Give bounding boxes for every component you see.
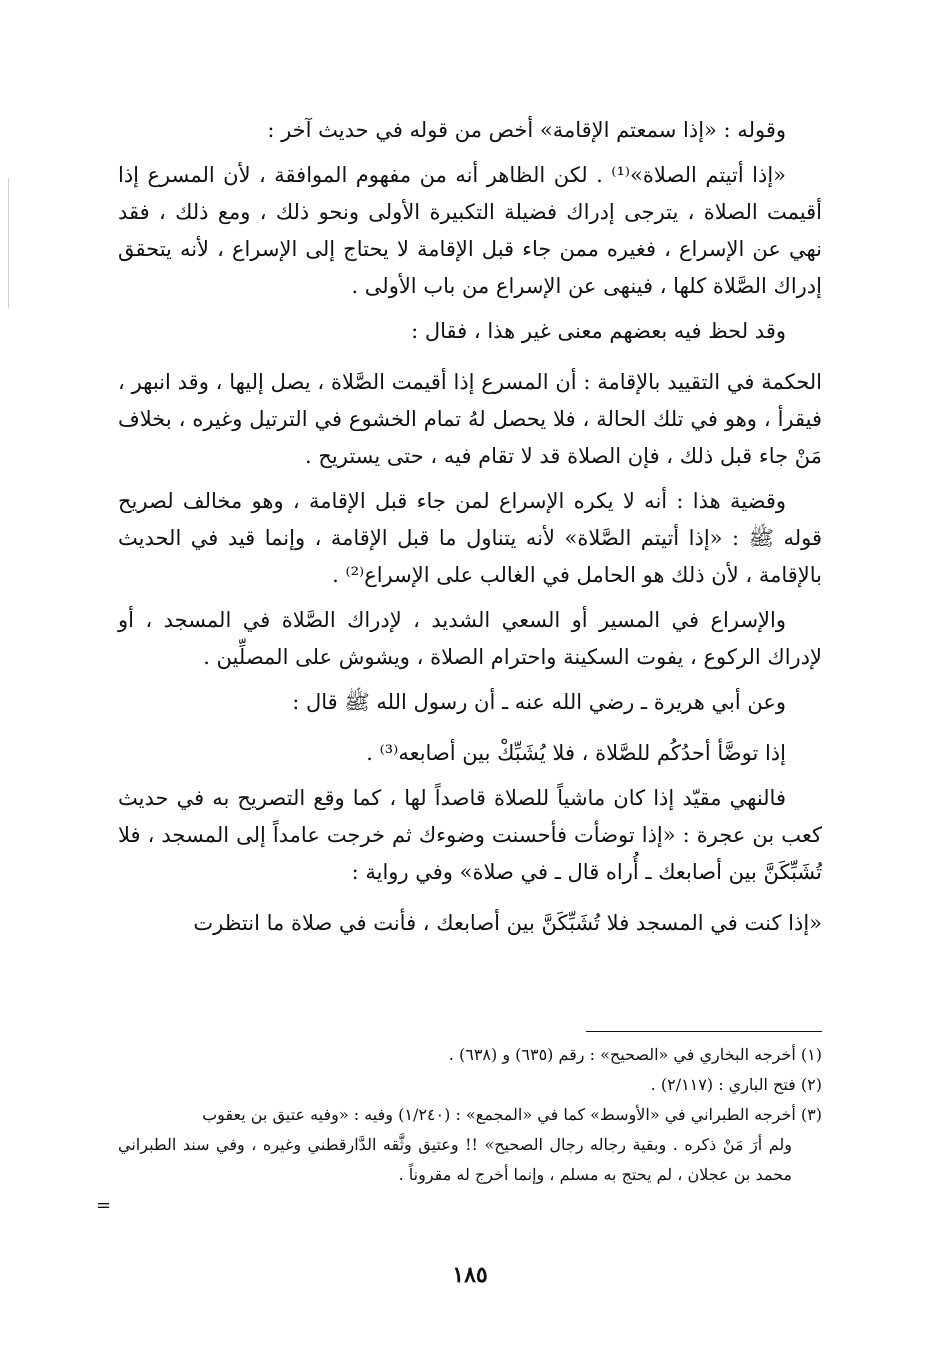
paragraph-1: وقوله : «إذا سمعتم الإقامة» أخص من قوله في حديث آخر :	[267, 118, 786, 142]
paragraph-7: وعن أبي هريرة ـ رضي الله عنه ـ أن رسول الله ﷺ قال :	[292, 690, 786, 714]
main-text	[118, 112, 822, 942]
continuation-mark: =	[96, 1195, 112, 1216]
footnote-3-continued: ولم أرَ مَنْ ذكره . وبقية رجاله رجال الصحيح» !! وعتيق وثَّقه الدَّارقطني وغيره ، وفي سند الطبراني محمد بن عجلان ، لم يحتج به مسلم ، وإنما أخرج له مقروناً .	[118, 1135, 792, 1184]
page-number: ١٨٥	[452, 1262, 488, 1288]
footnotes	[118, 1040, 822, 1190]
paragraph-3: وقد لحظ فيه بعضهم معنى غير هذا ، فقال :	[411, 319, 786, 343]
scan-edge-mark	[8, 178, 9, 308]
paragraph-10: «إذا كنت في المسجد فلا تُشَبِّكَنَّ بين أصابعك ، فأنت في صلاة ما انتظرت	[193, 911, 822, 935]
paragraph-2: «إذا أتيتم الصلاة»⁽¹⁾ . لكن الظاهر أنه من مفهوم الموافقة ، لأن المسرع إذا أقيمت الصلاة ، يترجى إدراك فضيلة التكبيرة الأولى ونحو ذلك ، ومع ذلك ، فقد نهي عن الإسراع ، فغيره ممن جاء قبل الإقامة لا يحتاج إلى الإسراع ، لأنه يتحقق إدراك الصَّلاة كلها ، فينهى عن الإسراع من باب الأولى .	[118, 163, 822, 298]
footnote-1: (١) أخرجه البخاري في «الصحيح» : رقم (٦٣٥) و (٦٣٨) .	[448, 1045, 822, 1064]
footnote-2: (٢) فتح الباري : (٢/١١٧) .	[650, 1075, 822, 1094]
footnote-separator	[586, 1031, 822, 1032]
paragraph-9: فالنهي مقيّد إذا كان ماشياً للصلاة قاصداً لها ، كما وقع التصريح به في حديث كعب بن عجرة : «إذا توضأت فأحسنت وضوءك ثم خرجت عامداً إلى المسجد ، فلا تُشَبِّكَنَّ بين أصابعك ـ أُراه قال ـ في صلاة» وفي رواية :	[118, 786, 822, 884]
footnote-3: (٣) أخرجه الطبراني في «الأوسط» كما في «المجمع» : (١/٢٤٠) وفيه : «وفيه عتيق بن يعقوب	[202, 1105, 822, 1124]
hadith-text: إذا توضَّأ أحدُكُم للصَّلاة ، فلا يُشَبِّكْ بين أصابعه⁽³⁾ .	[366, 741, 786, 765]
paragraph-6: والإسراع في المسير أو السعي الشديد ، لإدراك الصَّلاة في المسجد ، أو لإدراك الركوع ، يفوت السكينة واحترام الصلاة ، ويشوش على المصلِّين .	[118, 608, 822, 669]
paragraph-5: وقضية هذا : أنه لا يكره الإسراع لمن جاء قبل الإقامة ، وهو مخالف لصريح قوله ﷺ : «إذا أتيتم الصَّلاة» لأنه يتناول ما قبل الإقامة ، وإنما قيد في الحديث بالإقامة ، لأن ذلك هو الحامل في الغالب على الإسراع⁽²⁾ .	[118, 489, 822, 587]
paragraph-4-quote: الحكمة في التقييد بالإقامة : أن المسرع إذا أقيمت الصَّلاة ، يصل إليها ، وقد انبهر ، فيقرأ ، وهو في تلك الحالة ، فلا يحصل لهُ تمام الخشوع في الترتيل وغيره ، بخلاف مَنْ جاء قبل ذلك ، فإن الصلاة قد لا تقام فيه ، حتى يستريح .	[118, 370, 822, 468]
